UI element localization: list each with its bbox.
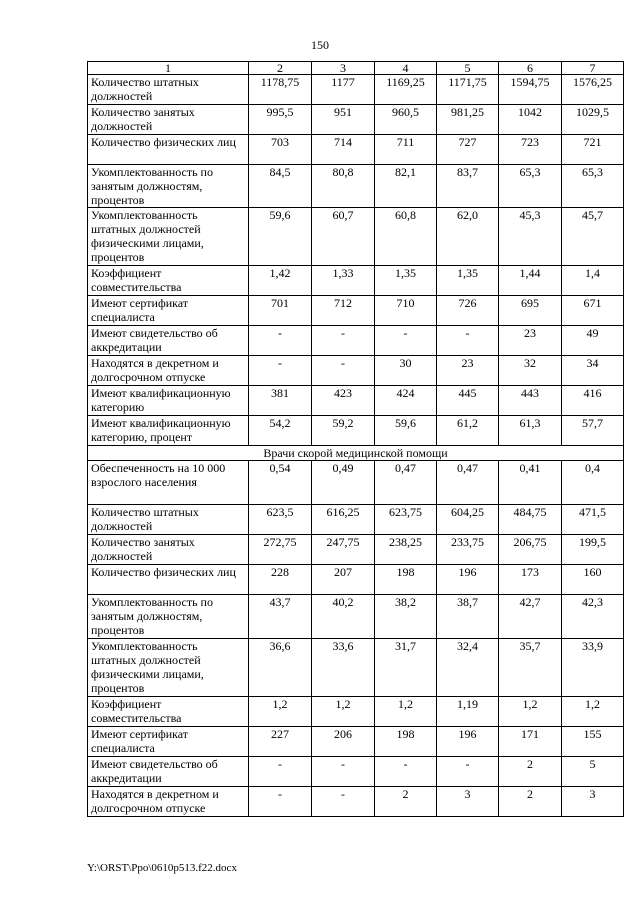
table-row — [88, 75, 624, 105]
value-cell: 1576,25 — [562, 75, 624, 105]
section-heading-row — [88, 446, 624, 461]
value-cell: 1042 — [499, 105, 562, 135]
value-cell: 1,44 — [499, 266, 562, 296]
value-cell: 2 — [499, 757, 562, 787]
value-cell: 5 — [562, 757, 624, 787]
value-cell: 233,75 — [437, 535, 499, 565]
value-cell: 712 — [312, 296, 375, 326]
value-cell: 61,3 — [499, 416, 562, 446]
value-cell: 616,25 — [312, 505, 375, 535]
value-cell: 30 — [375, 356, 437, 386]
value-cell: 471,5 — [562, 505, 624, 535]
value-cell: 3 — [437, 787, 499, 817]
value-cell: 33,9 — [562, 639, 624, 697]
value-cell: 381 — [249, 386, 312, 416]
value-cell: 2 — [375, 787, 437, 817]
value-cell: 45,7 — [562, 208, 624, 266]
row-label: Количество занятых должностей — [88, 105, 249, 135]
value-cell: - — [437, 326, 499, 356]
value-cell: 0,4 — [562, 461, 624, 505]
table-row — [88, 326, 624, 356]
value-cell: 34 — [562, 356, 624, 386]
value-cell: 84,5 — [249, 165, 312, 208]
staffing-table — [87, 61, 624, 817]
value-cell: 0,47 — [437, 461, 499, 505]
table-row — [88, 356, 624, 386]
value-cell: 40,2 — [312, 595, 375, 639]
value-cell: 60,8 — [375, 208, 437, 266]
value-cell: 32,4 — [437, 639, 499, 697]
value-cell: 1171,75 — [437, 75, 499, 105]
value-cell: 60,7 — [312, 208, 375, 266]
column-number-header — [88, 62, 624, 75]
value-cell: 711 — [375, 135, 437, 165]
row-label: Количество физических лиц — [88, 135, 249, 165]
page-number: 150 — [311, 38, 329, 52]
value-cell: 238,25 — [375, 535, 437, 565]
value-cell: 710 — [375, 296, 437, 326]
value-cell: 171 — [499, 727, 562, 757]
row-label: Находятся в декретном и долгосрочном отпуске — [88, 787, 249, 817]
file-path-footer: Y:\ORST\Ppo\0610p513.f22.docx — [87, 862, 237, 874]
value-cell: 35,7 — [499, 639, 562, 697]
value-cell: - — [312, 326, 375, 356]
value-cell: - — [312, 787, 375, 817]
header-cell: 3 — [312, 62, 375, 75]
value-cell: 42,3 — [562, 595, 624, 639]
value-cell: 31,7 — [375, 639, 437, 697]
value-cell: 0,49 — [312, 461, 375, 505]
row-label: Находятся в декретном и долгосрочном отпуске — [88, 356, 249, 386]
row-label: Имеют сертификат специалиста — [88, 296, 249, 326]
value-cell: 65,3 — [562, 165, 624, 208]
value-cell: 701 — [249, 296, 312, 326]
row-label: Укомплектованность по занятым должностям, процентов — [88, 595, 249, 639]
table-row — [88, 787, 624, 817]
value-cell: 32 — [499, 356, 562, 386]
value-cell: 173 — [499, 565, 562, 595]
value-cell: 721 — [562, 135, 624, 165]
table-row — [88, 105, 624, 135]
row-label: Количество штатных должностей — [88, 75, 249, 105]
section-heading: Врачи скорой медицинской помощи — [88, 446, 624, 461]
header-cell: 5 — [437, 62, 499, 75]
value-cell: 1029,5 — [562, 105, 624, 135]
table-row — [88, 639, 624, 697]
value-cell: 424 — [375, 386, 437, 416]
value-cell: 0,47 — [375, 461, 437, 505]
table-row — [88, 135, 624, 165]
value-cell: 623,5 — [249, 505, 312, 535]
value-cell: 59,6 — [249, 208, 312, 266]
value-cell: 951 — [312, 105, 375, 135]
value-cell: - — [249, 787, 312, 817]
value-cell: - — [249, 356, 312, 386]
row-label: Обеспеченность на 10 000 взрослого населения — [88, 461, 249, 505]
header-cell: 1 — [88, 62, 249, 75]
value-cell: 981,25 — [437, 105, 499, 135]
header-cell: 6 — [499, 62, 562, 75]
value-cell: 199,5 — [562, 535, 624, 565]
row-label: Имеют квалификационную категорию, процент — [88, 416, 249, 446]
value-cell: - — [437, 757, 499, 787]
value-cell: 1,42 — [249, 266, 312, 296]
row-label: Количество штатных должностей — [88, 505, 249, 535]
table-row — [88, 505, 624, 535]
table-row — [88, 165, 624, 208]
value-cell: 198 — [375, 727, 437, 757]
row-label: Имеют сертификат специалиста — [88, 727, 249, 757]
value-cell: 82,1 — [375, 165, 437, 208]
row-label: Укомплектованность штатных должностей физическими лицами, процентов — [88, 639, 249, 697]
value-cell: 3 — [562, 787, 624, 817]
value-cell: 59,2 — [312, 416, 375, 446]
value-cell: 1,33 — [312, 266, 375, 296]
value-cell: 49 — [562, 326, 624, 356]
header-cell: 7 — [562, 62, 624, 75]
value-cell: 196 — [437, 727, 499, 757]
row-label: Имеют квалификационную категорию — [88, 386, 249, 416]
value-cell: 995,5 — [249, 105, 312, 135]
value-cell: 23 — [499, 326, 562, 356]
value-cell: 703 — [249, 135, 312, 165]
value-cell: 196 — [437, 565, 499, 595]
value-cell: 0,54 — [249, 461, 312, 505]
value-cell: 206 — [312, 727, 375, 757]
value-cell: 1,35 — [437, 266, 499, 296]
value-cell: 1,2 — [562, 697, 624, 727]
value-cell: 727 — [437, 135, 499, 165]
value-cell: 1,2 — [499, 697, 562, 727]
value-cell: 671 — [562, 296, 624, 326]
value-cell: 1594,75 — [499, 75, 562, 105]
value-cell: 36,6 — [249, 639, 312, 697]
table-row — [88, 535, 624, 565]
row-label: Укомплектованность по занятым должностям, процентов — [88, 165, 249, 208]
header-cell: 4 — [375, 62, 437, 75]
value-cell: 54,2 — [249, 416, 312, 446]
row-label: Коэффициент совместительства — [88, 266, 249, 296]
value-cell: - — [312, 757, 375, 787]
value-cell: 42,7 — [499, 595, 562, 639]
value-cell: 80,8 — [312, 165, 375, 208]
table-row — [88, 208, 624, 266]
value-cell: 445 — [437, 386, 499, 416]
value-cell: 38,2 — [375, 595, 437, 639]
value-cell: 160 — [562, 565, 624, 595]
value-cell: 416 — [562, 386, 624, 416]
table-row — [88, 461, 624, 505]
value-cell: 960,5 — [375, 105, 437, 135]
row-label: Количество занятых должностей — [88, 535, 249, 565]
value-cell: 83,7 — [437, 165, 499, 208]
value-cell: - — [249, 326, 312, 356]
table-row — [88, 416, 624, 446]
value-cell: 604,25 — [437, 505, 499, 535]
value-cell: 695 — [499, 296, 562, 326]
value-cell: 1,35 — [375, 266, 437, 296]
value-cell: 207 — [312, 565, 375, 595]
value-cell: - — [375, 326, 437, 356]
value-cell: 1,4 — [562, 266, 624, 296]
row-label: Количество физических лиц — [88, 565, 249, 595]
value-cell: 43,7 — [249, 595, 312, 639]
value-cell: 33,6 — [312, 639, 375, 697]
value-cell: 1,2 — [312, 697, 375, 727]
value-cell: 45,3 — [499, 208, 562, 266]
value-cell: 38,7 — [437, 595, 499, 639]
row-label: Имеют свидетельство об аккредитации — [88, 326, 249, 356]
table-row — [88, 565, 624, 595]
value-cell: 57,7 — [562, 416, 624, 446]
table-row — [88, 296, 624, 326]
table-row — [88, 697, 624, 727]
value-cell: 23 — [437, 356, 499, 386]
value-cell: 65,3 — [499, 165, 562, 208]
table-row — [88, 266, 624, 296]
value-cell: 443 — [499, 386, 562, 416]
value-cell: 623,75 — [375, 505, 437, 535]
value-cell: - — [312, 356, 375, 386]
value-cell: 0,41 — [499, 461, 562, 505]
value-cell: 206,75 — [499, 535, 562, 565]
row-label: Коэффициент совместительства — [88, 697, 249, 727]
value-cell: 61,2 — [437, 416, 499, 446]
row-label: Имеют свидетельство об аккредитации — [88, 757, 249, 787]
value-cell: 228 — [249, 565, 312, 595]
value-cell: 272,75 — [249, 535, 312, 565]
table-row — [88, 757, 624, 787]
value-cell: 227 — [249, 727, 312, 757]
value-cell: 1,2 — [375, 697, 437, 727]
value-cell: - — [375, 757, 437, 787]
value-cell: 1,19 — [437, 697, 499, 727]
row-label: Укомплектованность штатных должностей физическими лицами, процентов — [88, 208, 249, 266]
value-cell: 1178,75 — [249, 75, 312, 105]
value-cell: 198 — [375, 565, 437, 595]
value-cell: 155 — [562, 727, 624, 757]
value-cell: 723 — [499, 135, 562, 165]
value-cell: 1,2 — [249, 697, 312, 727]
value-cell: 423 — [312, 386, 375, 416]
table-row — [88, 595, 624, 639]
value-cell: 247,75 — [312, 535, 375, 565]
value-cell: 726 — [437, 296, 499, 326]
value-cell: 1177 — [312, 75, 375, 105]
header-cell: 2 — [249, 62, 312, 75]
value-cell: 59,6 — [375, 416, 437, 446]
value-cell: 2 — [499, 787, 562, 817]
value-cell: 714 — [312, 135, 375, 165]
value-cell: 1169,25 — [375, 75, 437, 105]
value-cell: - — [249, 757, 312, 787]
table-row — [88, 386, 624, 416]
value-cell: 484,75 — [499, 505, 562, 535]
value-cell: 62,0 — [437, 208, 499, 266]
table-row — [88, 727, 624, 757]
